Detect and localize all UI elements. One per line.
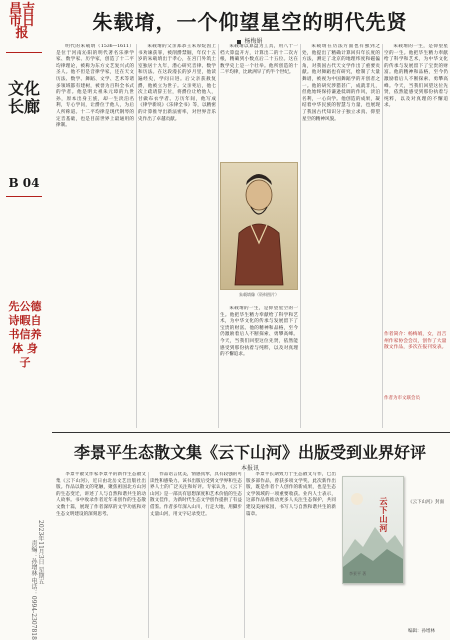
page-number: B 04 bbox=[8, 176, 40, 190]
portrait-image bbox=[220, 162, 298, 290]
paragraph: 作品语言优美，情感真挚，具有较强的可读性和感染力。该书出版后受到文学界和生态界人士的广泛关注和好评。专家认为，《云下山河》是一部具有思想深度和艺术价值的生态散文佳作，为新时代生态文学创作提供了有益借鉴。作者多年深入山川，行走大地，用脚步丈量山河，用文字记录变迁。 bbox=[150, 472, 242, 517]
paragraph: 朱载堉以算盘为工具，用八十一档大算盘开方，计算出二的十二次方根，精确到小数点后二十五位。这在数学史上是一个壮举。他所创造的十二平均律，比欧洲早了约半个世纪。 bbox=[220, 44, 298, 76]
mountain-illustration bbox=[343, 477, 403, 583]
paragraph: 朱载堉在历法方面也有独到之处，他提出了精确计算回归年长度的方法，测定了北京的地理纬度和磁偏角，对我国古代天文学作出了重要贡献。他对舞蹈也有研究，绘制了大量舞谱，被视为中国舞蹈学的开创者之一。他的研究涉猎甚广，成就非凡，但他始终保持谦逊低调的作风，淡泊名利，一心向学。他创造的成果，凝结着中华民族的智慧与力量，也展现了我国古代知识分子独立求真、仰望星空的精神风貌。 bbox=[302, 44, 380, 122]
article-headline: 朱载堉，一个仰望星空的明代先贤 bbox=[92, 10, 408, 34]
portrait-figure bbox=[221, 163, 297, 289]
author-credit: 作者为市文联会员 bbox=[384, 396, 420, 401]
book-author: 李景平 著 bbox=[349, 571, 367, 576]
article-byline: 本报讯 bbox=[240, 465, 259, 472]
book-title: 云下山河 bbox=[379, 497, 389, 533]
column-divider bbox=[300, 44, 301, 428]
image-caption: 《云下山河》封面 bbox=[408, 500, 444, 505]
main-content bbox=[52, 0, 450, 640]
article-column bbox=[384, 44, 448, 324]
square-icon bbox=[237, 40, 241, 44]
slogan-line: 体 身 bbox=[12, 342, 38, 355]
article-headline: 李景平生态散文集《云下山河》出版受到业界好评 bbox=[73, 443, 426, 462]
article-column bbox=[56, 44, 134, 428]
slogan-line: 子 bbox=[19, 356, 31, 369]
paragraph: 明代的朱载堉（1536—1611）是位于河南沁阳的明代著名乐律学家、数学家、历学家，创造了十二平均律理论，被称为东方文艺复兴式的圣人。他不但是音律学家，还在天文历法、数学、舞蹈、文学、艺术等诸多领域都有建树，被誉为百科全书式的学者。他是明太祖朱元璋的九世孙，原本出身王族，却一生淡泊名利，专心学问，让爵位于他人，为后人所称道。十二平均律是现代钢琴的定音基础，也是目前世界上最通用的律制。 bbox=[56, 44, 134, 129]
column-divider bbox=[136, 44, 137, 428]
article-column bbox=[138, 44, 216, 428]
left-rail bbox=[0, 0, 50, 640]
rail-divider bbox=[6, 196, 42, 197]
editor-contact: 责编：孙增林 电话：0994-2307818 bbox=[30, 540, 37, 640]
paragraph: 朱载堉的一生，是仰望星空的一生。他把毕生精力奉献给了科学和艺术，为中华文化的传承与发展留下了宝贵的财富。他的精神和品格，至今仍激励着后人不断探索、勇攀高峰。今天，当我们回望这位先贤，依然能感受到那份执着与纯粹，以及对真理的不懈追求。 bbox=[220, 306, 298, 358]
article-column bbox=[302, 44, 380, 428]
slogan-line: 诗暇自 书信养 bbox=[8, 314, 42, 341]
section-divider bbox=[52, 432, 450, 433]
image-caption: 朱载堉像（资料图片） bbox=[239, 292, 279, 297]
issue-date: 2023年11月3日 星期五 bbox=[37, 520, 44, 585]
column-divider bbox=[218, 44, 219, 428]
book-cover-image bbox=[342, 476, 404, 584]
article-column bbox=[56, 472, 146, 638]
column-divider bbox=[148, 472, 149, 638]
column-divider bbox=[244, 472, 245, 638]
article-column bbox=[220, 44, 298, 160]
paragraph: 朱载堉的一生，是仰望星空的一生。他把毕生精力奉献给了科学和艺术，为中华文化的传承与发展留下了宝贵的财富。他的精神和品格，至今仍激励着后人不断探索、勇攀高峰。今天，当我们回望这位先贤，依然能感受到那份执着与纯粹，以及对真理的不懈追求。 bbox=[384, 44, 448, 109]
section-label bbox=[4, 80, 44, 116]
author-bio: 作者简介：杨梅娟，女，昌吉州作家协会会员，创作了大量散文作品，多次在报刊发表。 bbox=[384, 332, 447, 351]
byline-text: 杨梅娟 bbox=[244, 38, 263, 45]
article-column bbox=[150, 472, 242, 638]
slogan-line: 先公德 bbox=[8, 300, 42, 313]
slogan bbox=[5, 300, 45, 370]
paragraph: 朱载堉的父亲郑恭王朱厚烷因上书劝谏获罪，被削爵禁锢，年仅十五岁的朱载堉出于孝心，在宫门外筑土室独居十九年，潜心研究音律、数学和历法。在这段漫长的岁月里，他读遍经史，学问日进。后父亲获赦复爵，他被立为世子。父亲死后，他七次上疏请辞王位，将爵位让给他人，甘做布衣学者。万历年间，他写成《律学新说》《乐律全书》等，以精密的计算推导出新法密率，对世界音乐史作出了卓越贡献。 bbox=[138, 44, 216, 122]
article-column bbox=[246, 472, 336, 638]
section-name: 文化长廊 bbox=[7, 79, 40, 116]
paragraph: 李景平长期致力于生态散文写作，已出版多部作品，曾获多项文学奖。此次新作出版，既是作者个人创作的新成果，也是生态文学领域的一项重要收获。业内人士表示，这部作品将推动更多人关注生态保护，共同建设美丽家园，书写人与自然和谐共生的新篇章。 bbox=[246, 472, 336, 517]
masthead-logo: 昌吉市日报 bbox=[8, 2, 35, 41]
rail-divider bbox=[6, 52, 42, 53]
editor-credit: 编辑：孙增林 bbox=[408, 629, 435, 634]
column-divider bbox=[382, 44, 383, 428]
paragraph: 李景平散文作家李景平的新作生态散文集《云下山河》，近日由北岳文艺出版社出版。作品以散文的笔触，聚焦祖国北方山河的生态变迁，讲述了人与自然和谐共生的动人故事。书中收录作者近年来创作的生态散文数十篇，展现了作者深厚的文学功底和对生态文明建设的深刻思考。 bbox=[56, 472, 146, 517]
article-column bbox=[220, 306, 298, 428]
